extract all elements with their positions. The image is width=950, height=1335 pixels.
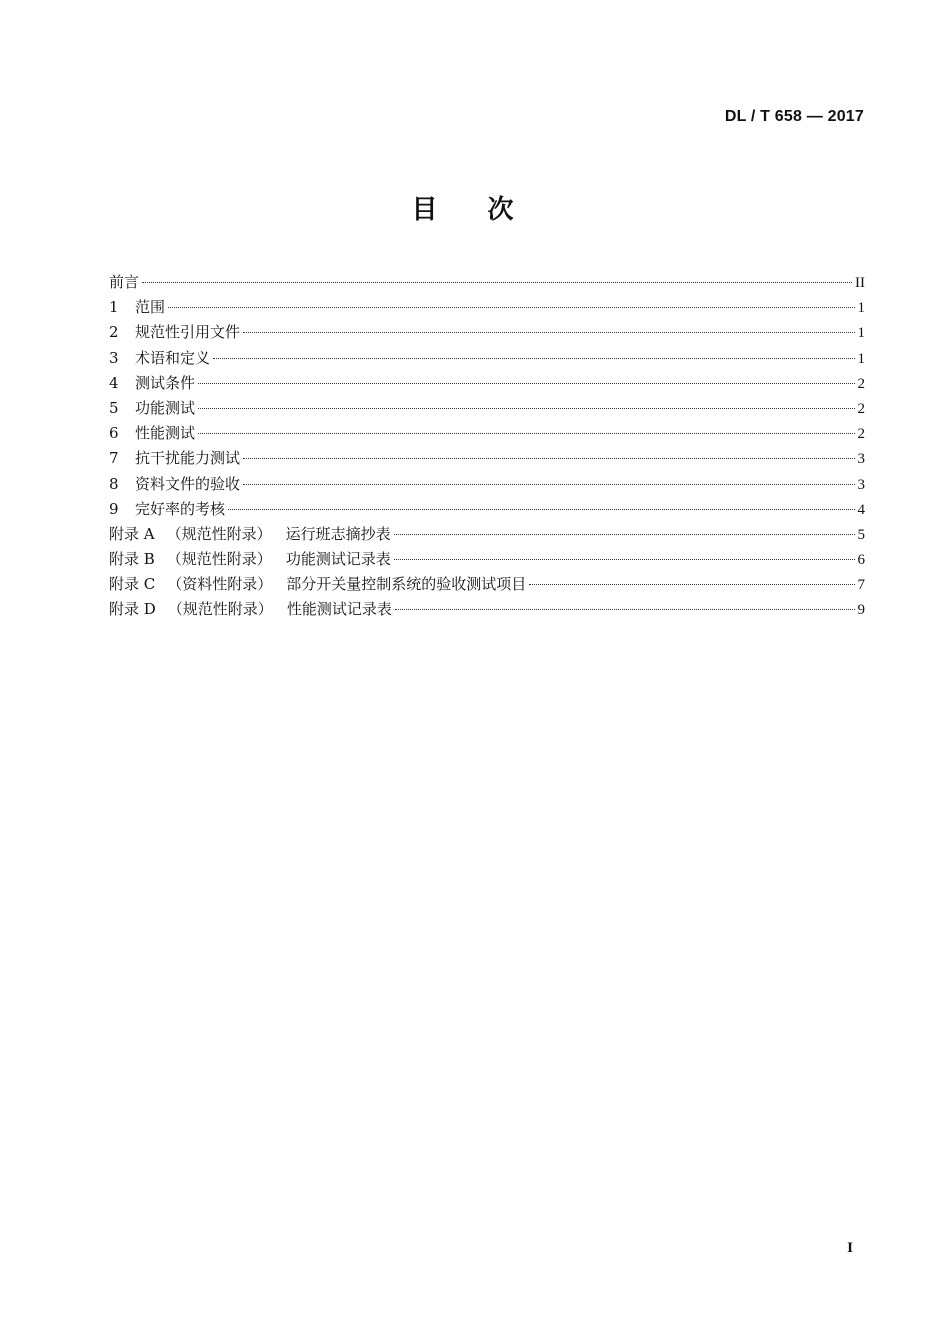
toc-entry-number: 4 [109, 373, 119, 392]
appendix-id: 附录 A [109, 524, 155, 543]
appendix-id: 附录 C [109, 575, 156, 594]
dot-leader [243, 458, 854, 459]
toc-entry-4[interactable] [109, 371, 865, 396]
standard-code: DL / T 658 — 2017 [724, 108, 864, 125]
toc-entry-label: 规范性引用文件 [135, 323, 241, 342]
toc-entry-9[interactable] [109, 497, 865, 522]
toc-entry-page: 5 [857, 526, 865, 543]
dot-leader [394, 559, 855, 560]
page-number: I [847, 1240, 853, 1256]
toc-entry-appendix-b[interactable] [109, 547, 865, 572]
toc-entry-foreword[interactable] [109, 270, 865, 295]
toc-entry-page: 2 [857, 375, 865, 392]
toc-entry-3[interactable] [109, 346, 865, 371]
toc-entry-appendix-c[interactable] [109, 572, 865, 597]
page-title: 目次 [411, 195, 564, 225]
table-of-contents [109, 270, 865, 623]
appendix-heading [109, 522, 391, 547]
toc-entry-5[interactable] [109, 396, 865, 421]
dot-leader [198, 408, 854, 409]
toc-entry-label: 范围 [135, 298, 166, 317]
appendix-type: （规范性附录） [166, 524, 272, 543]
toc-entry-label: 抗干扰能力测试 [135, 449, 241, 468]
toc-entry-number: 2 [109, 323, 119, 342]
toc-entry-8[interactable] [109, 472, 865, 497]
appendix-heading [109, 572, 526, 597]
toc-entry-6[interactable] [109, 421, 865, 446]
toc-entry-page: 1 [857, 325, 865, 342]
dot-leader [213, 358, 854, 359]
toc-entry-number: 1 [109, 298, 119, 317]
toc-entry-page: 3 [857, 476, 865, 493]
appendix-heading [109, 547, 391, 572]
appendix-id: 附录 D [109, 600, 156, 619]
toc-entry-label: 功能测试 [135, 398, 196, 417]
dot-leader [394, 534, 855, 535]
dot-leader [228, 509, 854, 510]
toc-entry-page: 2 [857, 400, 865, 417]
dot-leader [198, 383, 854, 384]
toc-entry-label: 前言 [109, 273, 140, 291]
appendix-id: 附录 B [109, 550, 155, 569]
toc-entry-1[interactable] [109, 295, 865, 320]
toc-entry-number: 8 [109, 474, 119, 493]
toc-entry-page: 3 [857, 451, 865, 468]
dot-leader [529, 584, 854, 585]
dot-leader [243, 332, 854, 333]
toc-entry-label: 术语和定义 [135, 348, 211, 367]
toc-entry-number: 5 [109, 398, 119, 417]
appendix-heading [109, 597, 392, 622]
toc-entry-number: 6 [109, 424, 119, 443]
toc-entry-page: II [855, 275, 865, 291]
dot-leader [395, 609, 855, 610]
toc-entry-appendix-a[interactable] [109, 522, 865, 547]
toc-entry-label: 部分开关量控制系统的验收测试项目 [286, 575, 527, 594]
toc-entry-number: 7 [109, 449, 119, 468]
toc-entry-page: 2 [857, 426, 865, 443]
toc-entry-label: 资料文件的验收 [135, 474, 241, 493]
toc-entry-page: 9 [857, 602, 865, 619]
toc-entry-number: 9 [109, 499, 119, 518]
toc-entry-label: 测试条件 [135, 373, 196, 392]
toc-entry-page: 7 [857, 577, 865, 594]
toc-entry-page: 4 [857, 501, 865, 518]
toc-entry-page: 1 [857, 350, 865, 367]
toc-entry-label: 功能测试记录表 [285, 550, 391, 569]
toc-entry-2[interactable] [109, 320, 865, 345]
toc-entry-label: 性能测试 [135, 424, 196, 443]
toc-entry-page: 6 [857, 552, 865, 569]
toc-entry-page: 1 [857, 300, 865, 317]
toc-entry-label: 完好率的考核 [135, 499, 226, 518]
toc-entry-7[interactable] [109, 446, 865, 471]
toc-entry-appendix-d[interactable] [109, 597, 865, 622]
dot-leader [142, 282, 852, 283]
dot-leader [198, 433, 854, 434]
toc-entry-number: 3 [109, 348, 119, 367]
dot-leader [168, 307, 854, 308]
toc-entry-label: 运行班志摘抄表 [285, 524, 391, 543]
dot-leader [243, 484, 854, 485]
appendix-type: （规范性附录） [166, 550, 272, 569]
appendix-type: （规范性附录） [167, 600, 273, 619]
appendix-type: （资料性附录） [167, 575, 273, 594]
toc-entry-label: 性能测试记录表 [286, 600, 392, 619]
